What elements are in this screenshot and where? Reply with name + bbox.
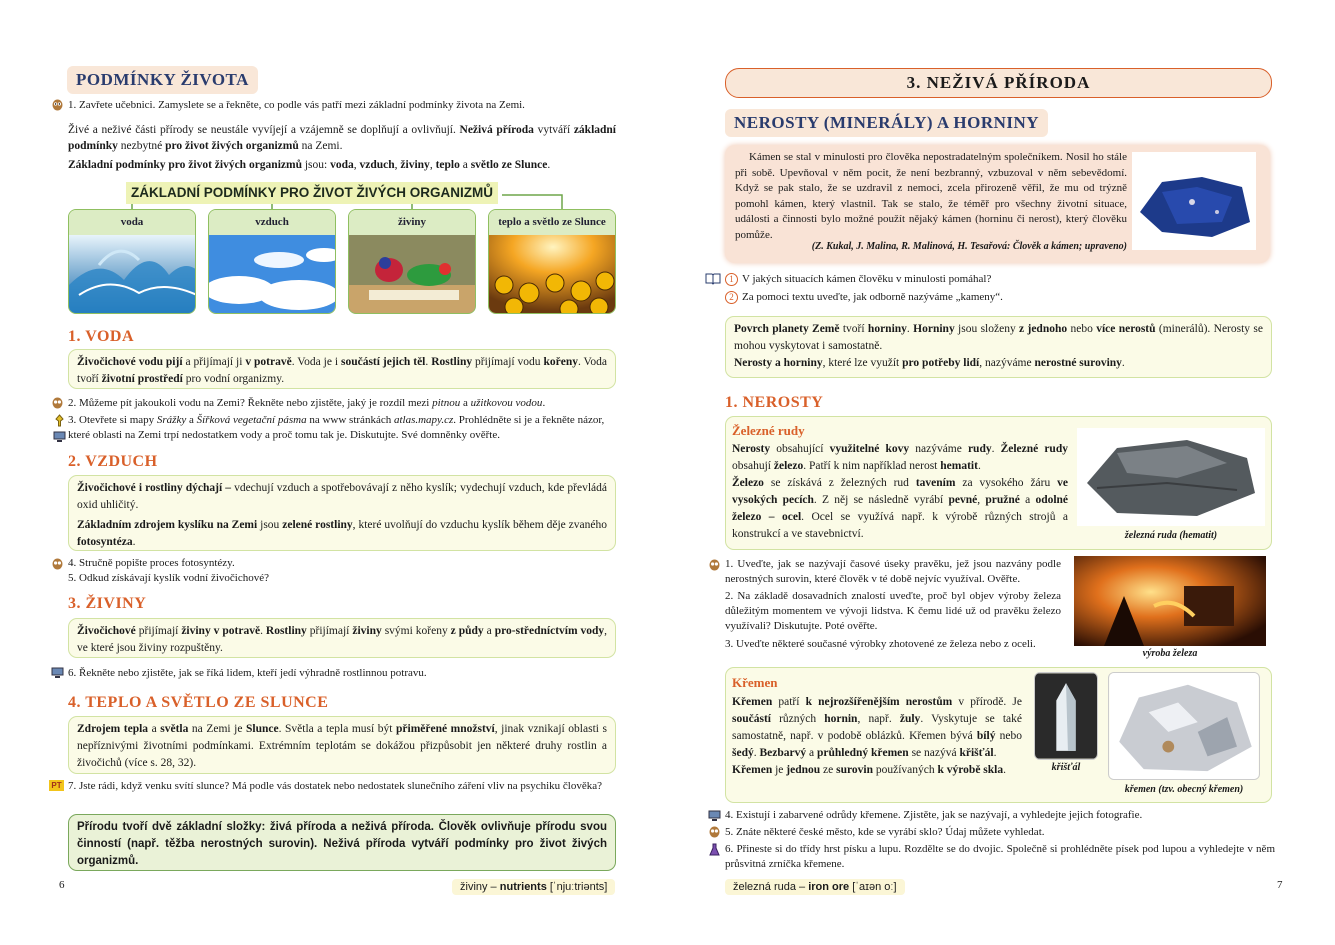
- quote-source: (Z. Kukal, J. Malina, R. Malinová, H. Tesařová: Člověk a kámen; upraveno): [811, 241, 1127, 252]
- owl-icon: [51, 98, 64, 111]
- page-title: NEROSTY (MINERÁLY) A HORNINY: [725, 109, 1048, 137]
- nutrients-box: Živočichové přijímají živiny v potravě. Rostliny přijímají živiny svými kořeny z půdy a pro-středníctvím vody, ve které jsou živiny rozpuštěny.: [68, 618, 616, 658]
- lapis-stone-image: [1132, 152, 1256, 250]
- quartz-question-6: 6. Přineste si do třídy hrst písku a lupu. Rozdělte se do dvojic. Společně si prohlédněte písek pod lupou a vyhledejte v něm průsvitná zrníčka křemene.: [725, 843, 1275, 870]
- section-heat-title: 4. TEPLO A SVĚTLO ZE SLUNCE: [68, 694, 329, 711]
- quartz-question-4: 4. Existují i zabarvené odrůdy křemene. Zjistěte, jak se nazývají, a vyhledejte jejich fotografie.: [725, 809, 1143, 821]
- air-box: Živočichové i rostliny dýchají – vdechují vzduch a spotřebovávají z něho kyslík; vydechují vzduch, kde převládá oxid uhličitý. Základním zdrojem kyslíku na Zemi jsou zelené rostliny, které uvolňují do vzduchu kyslík během děje zvaného fotosyntéza.: [68, 475, 616, 551]
- diagram-title: ZÁKLADNÍ PODMÍNKY PRO ŽIVOT ŽIVÝCH ORGANIZMŮ: [126, 182, 498, 204]
- card-nutrients: živiny: [348, 209, 476, 314]
- hematite-image: [1077, 428, 1265, 526]
- page-number: 6: [59, 879, 65, 891]
- owl-icon: [708, 558, 721, 571]
- card-water: voda: [68, 209, 196, 314]
- section-minerals-title: 1. NEROSTY: [725, 394, 824, 411]
- computer-icon: [708, 809, 721, 822]
- question-2: 2. Můžeme pít jakoukoli vodu na Zemi? Řekněte nebo zjistěte, jaký je rozdíl mezi pitnou a užitkovou vodou.: [68, 397, 546, 409]
- hematite-caption: železná ruda (hematit): [1124, 530, 1218, 541]
- quartz-image: [1108, 672, 1260, 780]
- card-sunlight: teplo a světlo ze Slunce: [488, 209, 616, 314]
- pt-badge: PT: [49, 780, 64, 791]
- intro-paragraph: Živé a neživé části přírody se neustále vyvíjejí a vzájemně se doplňují a ovlivňují. Neživá příroda vytváří základní podmínky nezbytné pro život živých organizmů na Zemi.: [68, 124, 616, 152]
- iron-question-1: 1. Uveďte, jak se nazývají časové úseky pravěku, jež jsou nazvány podle nerostných surovin, které člověk v té době nejvíc využíval. Ověřte.: [725, 558, 1061, 585]
- quartz-question-5: 5. Znáte některé české město, kde se vyrábí sklo? Údaj můžete vyhledat.: [725, 826, 1045, 838]
- owl-icon: [51, 396, 64, 409]
- reading-question-1: 1 V jakých situacích kámen člověku v minulosti pomáhal?: [725, 272, 1275, 287]
- computer-icon: [53, 430, 66, 443]
- question-1: 1. Zavřete učebnici. Zamyslete se a řekněte, co podle vás patří mezi základní podmínky života na Zemi.: [68, 99, 525, 111]
- glossary: železná ruda – iron ore [ˈaɪən oː]: [725, 879, 905, 895]
- page-number: 7: [1277, 879, 1283, 891]
- intro-conditions: Základní podmínky pro život živých organizmů jsou: voda, vzduch, živiny, teplo a světlo ze Slunce.: [68, 159, 551, 171]
- definition-box: Povrch planety Země tvoří horniny. Horniny jsou složeny z jednoho nebo více nerostů (minerálů). Nerosty se mohou vyskytovat i samostatně. Nerosty a horniny, které lze využít pro potřeby lidí, nazýváme nerostné suroviny.: [725, 316, 1272, 378]
- glossary: živiny – nutrients [ˈnjuːtriənts]: [452, 879, 615, 895]
- right-page: [668, 0, 1335, 945]
- section-nutrients-title: 3. ŽIVINY: [68, 595, 147, 612]
- water-box: Živočichové vodu pijí a přijímají ji v potravě. Voda je i součástí jejich těl. Rostliny přijímají vodu kořeny. Voda tvoří životní prostředí pro vodní organizmy.: [68, 349, 616, 389]
- chapter-title: 3. NEŽIVÁ PŘÍRODA: [725, 68, 1272, 98]
- section-water-title: 1. VODA: [68, 328, 134, 345]
- iron-production-image: [1074, 556, 1266, 646]
- card-air: vzduch: [208, 209, 336, 314]
- iron-ore-text: Nerosty obsahující využitelné kovy nazýváme rudy. Železné rudy obsahují železo. Patří k nim například nerost hematit. Železo se získává z železných rud tavením za vysokého žáru ve vysokých pecích. Z něj se následně vyrábí pevné, pružné a odolné železo – ocel. Ocel se využívá např. k výrobě různých strojů a konstrukcí a ve stavebnictví.: [732, 443, 1069, 540]
- rock-crystal-image: [1034, 672, 1098, 760]
- rock-crystal-caption: křišťál: [1051, 762, 1081, 773]
- iron-question-2: 2. Na základě dosavadních znalostí uveďte, proč byl objev výroby železa důležitým momentem ve vývoji lidstva. K čemu lidé už od pravěku železo využívali? Diskutujte. Poté ověřte.: [725, 590, 1061, 632]
- summary-box: Přírodu tvoří dvě základní složky: živá příroda a neživá příroda. Člověk ovlivňuje přírodu svou činností (např. těžba nerostných surovin). Neživá příroda vytváří podmínky pro život živých organizmů.: [68, 814, 616, 871]
- quartz-caption: křemen (tzv. obecný křemen): [1124, 784, 1244, 795]
- quartz-text: Křemen patří k nejrozšířenějším nerostům v přírodě. Je součástí různých hornin, např. žuly. Vyskytuje se také samostatně, např. v podobě oblázků. Křemen bývá bílý nebo šedý. Bezbarvý a průhledný křemen se nazývá křišťál. Křemen je jednou ze surovin používaných k výrobě skla.: [732, 696, 1023, 776]
- section-air-title: 2. VZDUCH: [68, 453, 158, 470]
- map-pin-icon: [53, 414, 66, 427]
- heat-box: Zdrojem tepla a světla na Zemi je Slunce. Světla a tepla musí být přiměřené množství, jinak vznikají oblasti s nepříznivými životními podmínkami. Extrémním teplotám se dokážou přizpůsobit jen některé druhy rostlin a živočichů (více s. 28, 32).: [68, 716, 616, 774]
- computer-icon: [51, 666, 64, 679]
- question-7: 7. Jste rádi, když venku svítí slunce? Má podle vás dostatek nebo nedostatek slunečního záření vliv na psychiku člověka?: [68, 780, 602, 792]
- owl-icon: [708, 825, 721, 838]
- book-icon: [705, 272, 721, 285]
- page-title: PODMÍNKY ŽIVOTA: [67, 66, 258, 94]
- question-5: 5. Odkud získávají kyslík vodní živočichové?: [68, 572, 270, 584]
- question-6: 6. Řekněte nebo zjistěte, jak se říká lidem, kteří jedí výhradně rostlinnou potravu.: [68, 667, 427, 679]
- question-3: 3. Otevřete si mapy Srážky a Šířková vegetační pásma na www stránkách atlas.mapy.cz. Prohlédněte si je a řekněte názor, které oblasti na Zemi trpí nedostatkem vody a proč tomu tak je. Diskutujte. Své domněnky ověřte.: [68, 414, 605, 441]
- quote-text: Kámen se stal v minulosti pro člověka nepostradatelným společníkem. Nosil ho stále při sobě. Upevňoval v něm pocit, že není bezbranný, vzbuzoval v něm sebevědomí. Když se pak stalo, že se uzdravil z nemoci, zcela přirozeně věřil, že mu od trýzně pomohl kámen, který vlastnil. Tak se stalo, že téměř pro všechny životní situace, události a činnosti bylo možné použít nějaký kámen (horninu či nerost), který člověku pomůže.: [735, 151, 1127, 241]
- flask-icon: [708, 843, 721, 856]
- quartz-title: Křemen: [732, 675, 778, 690]
- owl-icon: [51, 557, 64, 570]
- iron-question-3: 3. Uveďte některé současné výrobky zhotovené ze železa nebo z oceli.: [725, 638, 1036, 650]
- iron-production-caption: výroba železa: [1142, 648, 1198, 659]
- question-4: 4. Stručně popište proces fotosyntézy.: [68, 557, 235, 569]
- reading-question-2: 2 Za pomoci textu uveďte, jak odborně nazýváme „kameny“.: [725, 290, 1275, 305]
- iron-ore-title: Železné rudy: [732, 423, 805, 438]
